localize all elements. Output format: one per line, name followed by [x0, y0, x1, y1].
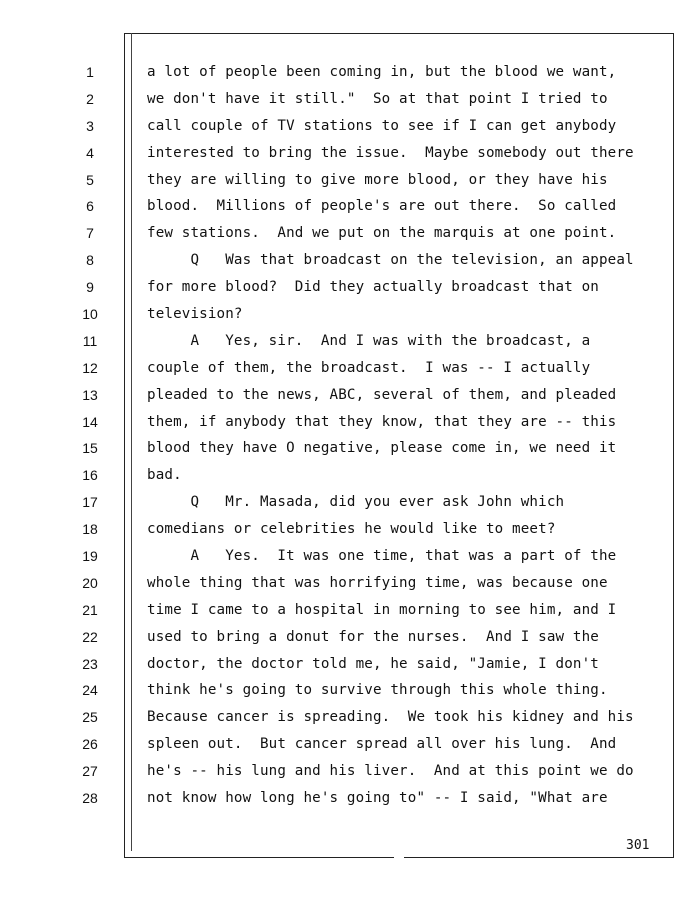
line-number: 6 [86, 198, 94, 215]
line-number: 15 [82, 440, 98, 457]
transcript-line: blood they have O negative, please come in, we need it [147, 440, 617, 457]
transcript-line: bad. [147, 467, 182, 484]
transcript-line: we don't have it still." So at that point I tried to [147, 90, 608, 107]
transcript-line: television? [147, 306, 243, 323]
line-number: 24 [82, 682, 98, 699]
transcript-line: for more blood? Did they actually broadcast that on [147, 279, 599, 296]
transcript-line: doctor, the doctor told me, he said, "Jamie, I don't [147, 655, 599, 672]
transcript-line: used to bring a donut for the nurses. And I saw the [147, 628, 599, 645]
transcript-line: couple of them, the broadcast. I was -- I actually [147, 359, 591, 376]
transcript-line: interested to bring the issue. Maybe somebody out there [147, 144, 634, 161]
line-number: 4 [86, 144, 94, 161]
line-number: 5 [86, 171, 94, 188]
transcript-line: time I came to a hospital in morning to see him, and I [147, 601, 617, 618]
frame-bottom-rule-right [404, 857, 674, 858]
margin-rule [131, 33, 132, 851]
line-number: 21 [82, 601, 98, 618]
line-number: 14 [82, 413, 98, 430]
transcript-line: Because cancer is spreading. We took his kidney and his [147, 709, 634, 726]
transcript-line: pleaded to the news, ABC, several of them, and pleaded [147, 386, 617, 403]
transcript-line: a lot of people been coming in, but the blood we want, [147, 64, 617, 80]
line-number: 16 [82, 467, 98, 484]
line-number: 23 [82, 655, 98, 672]
transcript-line: think he's going to survive through this whole thing. [147, 682, 608, 699]
line-number: 17 [82, 494, 98, 511]
line-number: 22 [82, 628, 98, 645]
line-number: 1 [86, 64, 94, 80]
transcript-line: few stations. And we put on the marquis at one point. [147, 225, 617, 242]
transcript-line: not know how long he's going to" -- I said, "What are [147, 790, 608, 807]
transcript-line: call couple of TV stations to see if I can get anybody [147, 117, 617, 134]
line-number: 28 [82, 790, 98, 807]
transcript-line: whole thing that was horrifying time, was because one [147, 574, 608, 591]
line-number: 12 [82, 359, 98, 376]
line-number: 3 [86, 117, 94, 134]
line-number: 13 [82, 386, 98, 403]
page-number: 301 [626, 838, 650, 853]
line-number: 25 [82, 709, 98, 726]
transcript-line: spleen out. But cancer spread all over his lung. And [147, 736, 617, 753]
line-number: 7 [86, 225, 94, 242]
line-number: 11 [82, 332, 98, 349]
line-number: 26 [82, 736, 98, 753]
line-number: 9 [86, 279, 94, 296]
transcript-line: A Yes, sir. And I was with the broadcast, a [147, 332, 591, 349]
frame-bottom-rule-left [124, 857, 394, 858]
transcript-line: comedians or celebrities he would like to meet? [147, 521, 556, 538]
line-number: 27 [82, 763, 98, 780]
line-number: 20 [82, 574, 98, 591]
line-number: 18 [82, 521, 98, 538]
transcript-line: Q Was that broadcast on the television, an appeal [147, 252, 634, 269]
transcript-line: he's -- his lung and his liver. And at this point we do [147, 763, 634, 780]
transcript-line: them, if anybody that they know, that they are -- this [147, 413, 617, 430]
transcript-line: A Yes. It was one time, that was a part of the [147, 548, 617, 565]
transcript-line: Q Mr. Masada, did you ever ask John which [147, 494, 565, 511]
line-number-column [60, 59, 120, 812]
transcript-text [147, 59, 667, 812]
line-number: 10 [82, 306, 98, 323]
line-number: 19 [82, 548, 98, 565]
line-number: 8 [86, 252, 94, 269]
transcript-line: they are willing to give more blood, or they have his [147, 171, 608, 188]
line-number: 2 [86, 90, 94, 107]
transcript-line: blood. Millions of people's are out there. So called [147, 198, 617, 215]
